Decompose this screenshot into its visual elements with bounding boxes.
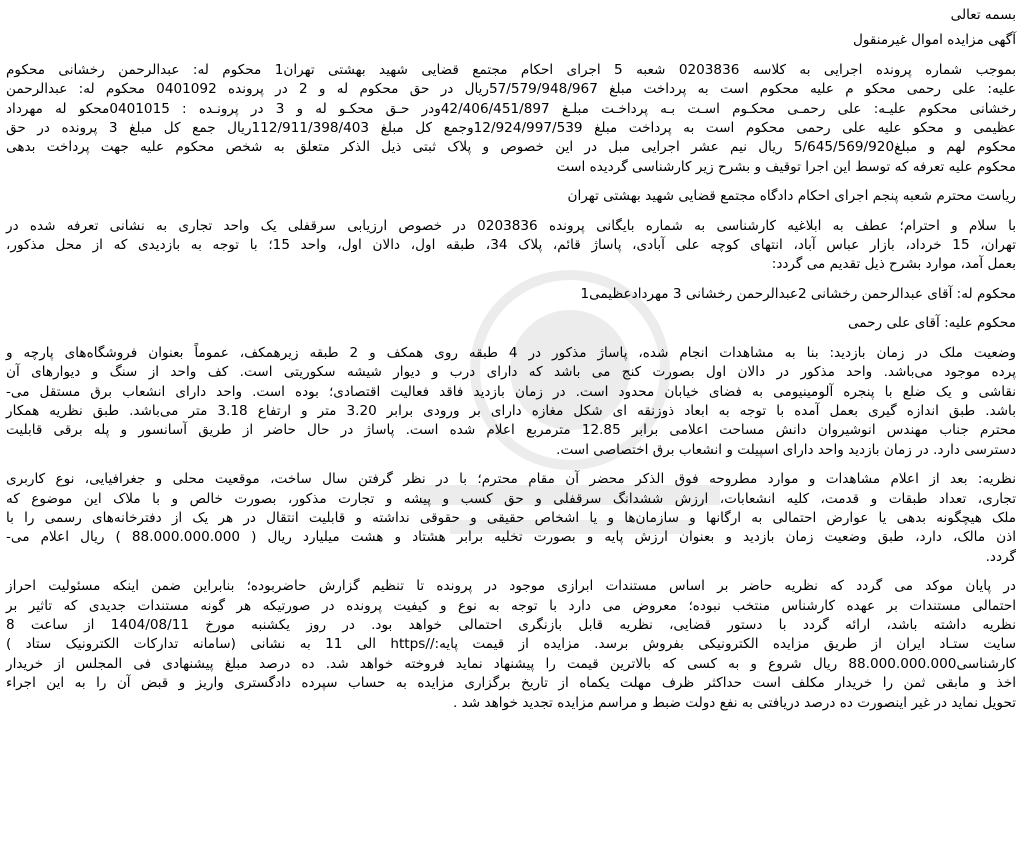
closing-line: سایت ستـاد ایران از طریق مزایده الکترونیکی بفروش برسد. مزایده از قیمت پایه://https الی 11 به نشانی (سامانه تدارکات الکترونیک ستاد ) (6, 636, 1017, 653)
opinion-line: نظریه: بعد از اعلام مشاهدات و موارد مطروحه فوق الذکر محضر آن مقام محترم؛ با در نظر گرفتن سال ساخت، موقعیت محلی و جغرافیایی، نوع کاربری (6, 471, 1016, 488)
closing-line: احتمالی مستندات بر عهده کارشناس منتخب نبوده؛ معروض می دارد با توجه به نوع و کیفیت پرونده در صورتیکه هر گونه مستندات جدیدی که تاثیر بر (6, 597, 1016, 614)
closing-line: اخذ و مابقی ثمن را خریدار مکلف است حداکثر ظرف مهلت یکماه از تاریخ برگزاری مزایده به حساب سپرده دادگستری واریز و قبض آن را به این اجراء (6, 675, 1016, 692)
intro-line: عظیمی و محکو علیه علی رحمی محکوم است به پرداخت مبلغ 12/924/997/539وجمع کل مبلغ 112/911/398/403ریال جمع کل مبلغ 3 پرونده در حق (6, 120, 1016, 137)
greeting-line: تهران، 15 خرداد، بازار عباس آباد، انتهای کوچه علی آبادی، پاساژ قائم، پلاک 34، طبقه اول، دالان اول، واحد 15؛ با توجه به بازدیدی که از محل مذکور، (6, 237, 1016, 254)
greeting-line: بعمل آمد، موارد بشرح ذیل تقدیم می گردد: (771, 256, 1016, 273)
document-body (6, 6, 1016, 713)
condition-line: دسترسی دارد. در زمان بازدید واحد دارای اسپیلت و انشعاب برق اختصاصی است. (556, 441, 1016, 458)
debtor: محکوم علیه: آقای علی رحمی (847, 315, 1016, 332)
closing-line: تحویل نماید در غیر اینصورت ده درصد دریافتی به نفع دولت ضبط و مراسم مزایده تجدید خواهد شد . (453, 694, 1016, 711)
opinion-line: تجاری، تعداد طبقات و قدمت، کلیه انشعابات، ارزش ششدانگ سرقفلی و حق کسب و پیشه و تجارت مذکور، بصورت خالص و با ملاک این موضوع که (6, 490, 1016, 507)
condition-paragraph (6, 344, 1016, 460)
condition-line: نقاشی و یک ضلع با پنجره آلومینیومی به فضای خیابان محدود است. در زمان بازدید فاقد فعالیت اقتصادی؛ بوده است. واحد دارای انشعاب برق مستقل می- (6, 383, 1016, 400)
basmala: بسمه تعالی (950, 7, 1016, 23)
addressee: ریاست محترم شعبه پنجم اجرای احکام دادگاه مجتمع قضایی شهید بهشتی تهران (567, 188, 1016, 205)
opinion-paragraph (6, 470, 1016, 567)
intro-line: رخشانی محکوم علیـه: علی رحمـی محکـوم اسـت بـه پرداخـت مبلـغ 42/406/451/897ودر حـق محکـو له و 3 در پرونـده : 0401015محکو له مهرداد (6, 100, 1017, 117)
closing-line: کارشناسی88.000.000.000 ریال شروع و به کسی که بالاترین قیمت را پیشنهاد نماید فروخته خواهد شد. ده درصد مبلغ پیشنهادی فی المجلس از خریدار (6, 655, 1016, 672)
opinion-line: ملک هیچگونه بدهی یا عوارض احتمالی به ارگانها و سازمان‌ها و یا اشخاص حقیقی و حقوقی نداشته و قابلیت انتقال در هر یک از دفترخانه‌های رسمی را با (6, 509, 1016, 526)
notice-title: آگهی مزایده اموال غیرمنقول (852, 32, 1016, 49)
intro-paragraph (6, 61, 1016, 177)
intro-line: محکوم علیه تعرفه که توسط این اجرا توقیف و بشرح زیر کارشناسی گردیده است (556, 158, 1016, 175)
condition-line: وضعیت ملک در زمان بازدید: بنا به مشاهدات انجام شده، پاساژ مذکور در 4 طبقه روی همکف و 2 طبقه زیرهمکف، عموماً بعنوان فروشگاه‌های پارچه و (6, 344, 1016, 361)
greeting-paragraph (6, 217, 1016, 275)
creditors: محکوم له: آقای عبدالرحمن رخشانی 2عبدالرحمن رخشانی 3 مهردادعظیمی1 (580, 285, 1016, 302)
condition-line: باشد. طبق اندازه گیری بعمل آمده با توجه به ابعاد ذوزنقه ای شکل مغازه دارای بر ورودی برابر 3.20 متر و ارتفاع 3.18 متر می‌باشد. طبق نظریه همکار (6, 402, 1016, 419)
opinion-line: گردد. (985, 548, 1016, 565)
condition-line: پرده موجود می‌باشد. واحد مذکور در دالان اول بصورت کنج می باشد که دارای درب و دیوار شیشه سکوریتی است. کف واحد از سنگ و دیوارهای آن (6, 364, 1016, 381)
intro-line: محکوم لهم و مبلغ5/645/569/920 ریال نیم عشر اجرایی مبل در این خصوص و پلاک ثبتی ذیل الذکر متعلق به شخص محکوم علیه جهت پرداخت بدهی (6, 139, 1016, 156)
condition-line: محترم جناب مهندس انوشیروان دانش مساحت اعلامی برابر 12.85 مترمربع اعلام شده است. پاساژ در حال حاضر از طریق آسانسور و پله برقی قابلیت (6, 422, 1016, 439)
opinion-line: اذن مالک، دارد، طبق وضعیت زمان بازدید و بعنوان ارزش پایه و بصورت تخلیه برابر هشتاد و هشت میلیارد ریال ( 88.000.000.000 ) ریال اعلام می- (6, 529, 1016, 546)
closing-line: در پایان موکد می گردد که نظریه حاضر بر اساس مستندات ابرازی موجود در پرونده تا تنظیم گزارش حاضربوده؛ بنابراین ضمن اینکه مسئولیت احراز (6, 578, 1016, 595)
intro-line: علیه: علی رحمی محکو م علیه محکوم است به پرداخت مبلغ 57/579/948/967ریال در حق محکوم له و 2 در پرونده 0401092 محکوم له: عبدالرحمن (6, 81, 1016, 98)
closing-line: نظریه داشته باشد، ارائه گردد با دستور قضایی، نظریه قابل بازنگری احتمالی خواهد بود. در روز یکشنبه مورخ 1404/08/11 از ساعت 8 (6, 616, 1016, 633)
closing-paragraph (6, 577, 1016, 713)
greeting-line: با سلام و احترام؛ عطف به ابلاغیه کارشناسی به شماره بایگانی پرونده 0203836 در خصوص ارزیابی سرقفلی یک واحد تجاری به نشانی تعرفه شده در (6, 217, 1016, 234)
intro-line: بموجب شماره پرونده اجرایی به کلاسه 0203836 شعبه 5 اجرای احکام مجتمع قضایی شهید بهشتی تهران1 محکوم له: عبدالرحمن رخشانی محکوم (6, 61, 1017, 78)
